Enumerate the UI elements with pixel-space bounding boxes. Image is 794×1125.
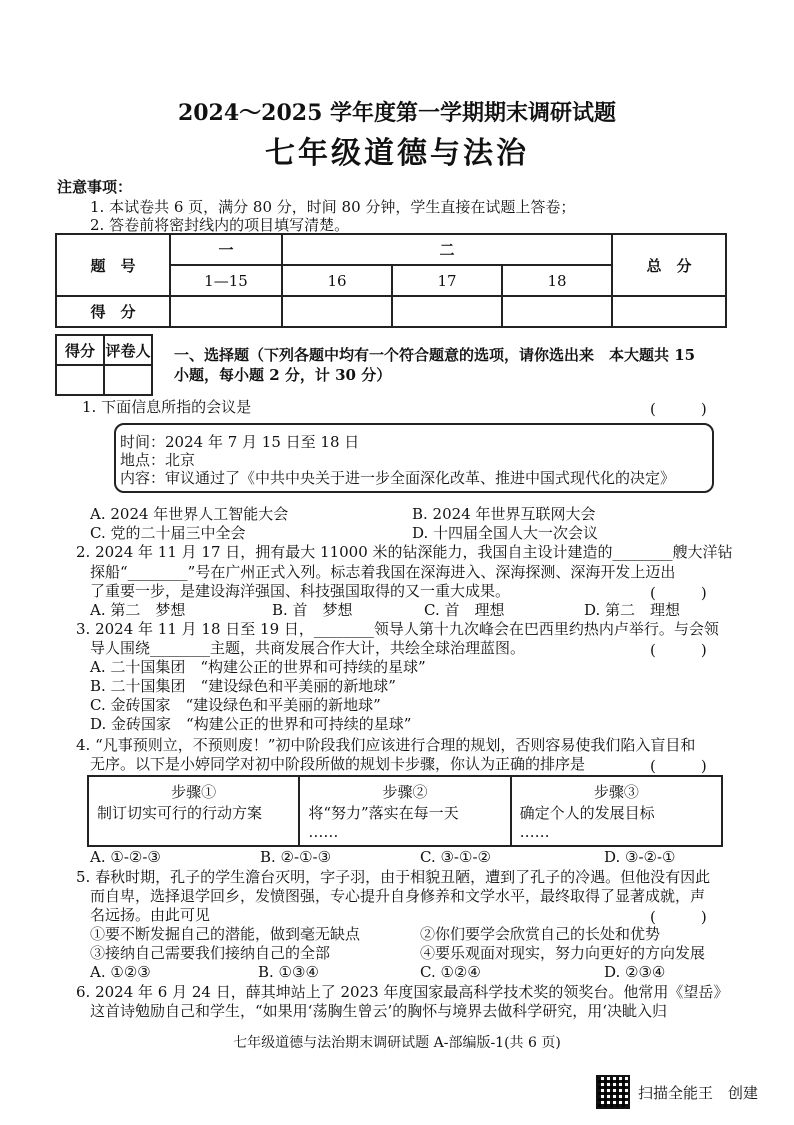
q6-line1: 6. 2024 年 6 月 24 日，薛其坤站上了 2023 年度国家最高科学技术奖的领奖台。他常用《望岳》 bbox=[76, 983, 729, 1001]
q5-statement-3: ③接纳自己需要我们接纳自己的全部 bbox=[90, 944, 331, 962]
q5-option-d[interactable]: D. ②③④ bbox=[604, 963, 666, 981]
q4-option-c[interactable]: C. ③-①-② bbox=[420, 848, 491, 866]
q4-steps-table bbox=[87, 775, 723, 847]
q1-info-content: 内容：审议通过了《中共中央关于进一步全面深化改革、推进中国式现代化的决定》 bbox=[120, 469, 676, 487]
q3-option-d[interactable]: D. 金砖国家 “构建公正的世界和可持续的星球” bbox=[90, 715, 412, 733]
grader-box bbox=[55, 334, 153, 396]
step-heading: 步骤① bbox=[171, 783, 217, 801]
q2-option-c[interactable]: C. 首 理想 bbox=[424, 601, 505, 619]
qr-code-icon bbox=[596, 1075, 630, 1109]
page-footer: 七年级道德与法治期末调研试题 A-部编版-1(共 6 页) bbox=[233, 1035, 561, 1051]
total-score-label: 总 分 bbox=[612, 234, 726, 296]
q5-statement-1: ①要不断发掘自己的潜能，做到毫无缺点 bbox=[90, 925, 361, 943]
q5-option-c[interactable]: C. ①②④ bbox=[420, 963, 481, 981]
q5-line3: 名远扬。由此可见 bbox=[90, 906, 211, 924]
subject-title: 七年级道德与法治 bbox=[265, 136, 529, 171]
q1-option-d[interactable]: D. 十四届全国人大一次会议 bbox=[412, 524, 599, 542]
col-17: 17 bbox=[392, 265, 502, 296]
step-card bbox=[299, 776, 510, 846]
q4-option-d[interactable]: D. ③-②-① bbox=[604, 848, 676, 866]
q1-answer-paren[interactable]: ( ) bbox=[650, 400, 707, 418]
q5-option-b[interactable]: B. ①③④ bbox=[258, 963, 319, 981]
q1-info-place: 地点：北京 bbox=[120, 451, 196, 469]
col-1-15: 1—15 bbox=[170, 265, 282, 296]
step-heading: 步骤③ bbox=[593, 783, 639, 801]
section1-instruction-line2: 小题，每小题 2 分，计 30 分） bbox=[174, 366, 392, 384]
q3-option-b[interactable]: B. 二十国集团 “建设绿色和平美丽的新地球” bbox=[90, 677, 396, 695]
q2-option-a[interactable]: A. 第二 梦想 bbox=[90, 601, 186, 619]
q1-info-time: 时间：2024 年 7 月 15 日至 18 日 bbox=[120, 433, 360, 451]
col-16: 16 bbox=[282, 265, 392, 296]
q2-line2: 探船“________”号在广州正式入列。标志着我国在深海进入、深海探测、深海开发上迈出 bbox=[90, 563, 676, 581]
q2-answer-paren[interactable]: ( ) bbox=[650, 584, 707, 602]
step-card bbox=[511, 776, 722, 846]
q3-line1: 3. 2024 年 11 月 18 日至 19 日，________领导人第十九次峰会在巴西里约热内卢举行。与会领 bbox=[76, 620, 719, 638]
q1-option-c[interactable]: C. 党的二十届三中全会 bbox=[90, 524, 246, 542]
grader-label: 评卷人 bbox=[104, 335, 152, 365]
q5-line2: 而自卑，选择退学回乡，发愤图强，专心提升自身修养和文学水平，最终取得了显著成就，声 bbox=[90, 887, 706, 905]
q2-line1: 2. 2024 年 11 月 17 日，拥有最大 11000 米的钻深能力，我国自主设计建造的________艘大洋钻 bbox=[76, 543, 733, 561]
section-one-header: 一 bbox=[170, 234, 282, 265]
q4-line1: 4. “凡事预则立，不预则废！”初中阶段我们应该进行合理的规划，否则容易使我们陷入盲目和 bbox=[76, 736, 696, 754]
step-card bbox=[88, 776, 299, 846]
q1-stem: 1. 下面信息所指的会议是 bbox=[82, 398, 252, 416]
q2-line3: 了重要一步，是建设海洋强国、科技强国取得的又一重大成果。 bbox=[90, 582, 511, 600]
q5-answer-paren[interactable]: ( ) bbox=[650, 908, 707, 926]
score-table bbox=[55, 233, 727, 328]
question-number-label: 题 号 bbox=[56, 234, 170, 296]
q6-line2: 这首诗勉励自己和学生，“如果用‘荡胸生曾云’的胸怀与境界去做科学研究，用‘决眦入归 bbox=[90, 1002, 667, 1020]
grader-score-label: 得分 bbox=[56, 335, 104, 365]
q2-option-d[interactable]: D. 第二 理想 bbox=[584, 601, 681, 619]
step-more: …… bbox=[308, 823, 339, 841]
step-more: …… bbox=[519, 823, 550, 841]
step-text: 确定个人的发展目标 bbox=[519, 804, 655, 822]
step-text: 制订切实可行的行动方案 bbox=[97, 804, 263, 822]
q3-line2: 导人围绕________主题，共商发展合作大计，共绘全球治理蓝图。 bbox=[90, 639, 526, 657]
col-18: 18 bbox=[502, 265, 612, 296]
notice-item-2: 2. 答卷前将密封线内的项目填写清楚。 bbox=[90, 216, 350, 234]
section1-instruction-line1: 一、选择题（下列各题中均有一个符合题意的选项，请你选出来 本大题共 15 bbox=[174, 346, 696, 364]
step-text: 将“努力”落实在每一天 bbox=[308, 804, 459, 822]
step-heading: 步骤② bbox=[382, 783, 428, 801]
exam-title: 2024～2025 学年度第一学期期末调研试题 bbox=[177, 100, 617, 126]
score-cell[interactable] bbox=[392, 296, 502, 327]
notice-item-1: 1. 本试卷共 6 页，满分 80 分，时间 80 分钟，学生直接在试题上答卷； bbox=[90, 198, 576, 216]
score-cell[interactable] bbox=[502, 296, 612, 327]
score-cell[interactable] bbox=[170, 296, 282, 327]
q3-answer-paren[interactable]: ( ) bbox=[650, 641, 707, 659]
q1-option-a[interactable]: A. 2024 年世界人工智能大会 bbox=[90, 505, 289, 523]
q3-option-a[interactable]: A. 二十国集团 “构建公正的世界和可持续的星球” bbox=[90, 658, 426, 676]
q4-line2: 无序。以下是小婷同学对初中阶段所做的规划卡步骤，你认为正确的排序是 bbox=[90, 755, 586, 773]
scanner-watermark: 扫描全能王 创建 bbox=[638, 1084, 759, 1102]
q5-statement-2: ②你们要学会欣赏自己的长处和优势 bbox=[420, 925, 661, 943]
q1-option-b[interactable]: B. 2024 年世界互联网大会 bbox=[412, 505, 596, 523]
grader-name-cell[interactable] bbox=[104, 365, 152, 395]
q4-option-b[interactable]: B. ②-①-③ bbox=[260, 848, 332, 866]
grader-score-cell[interactable] bbox=[56, 365, 104, 395]
score-cell[interactable] bbox=[282, 296, 392, 327]
score-row-label: 得 分 bbox=[56, 296, 170, 327]
q4-option-a[interactable]: A. ①-②-③ bbox=[90, 848, 161, 866]
q4-answer-paren[interactable]: ( ) bbox=[650, 757, 707, 775]
q3-option-c[interactable]: C. 金砖国家 “建设绿色和平美丽的新地球” bbox=[90, 696, 381, 714]
q5-statement-4: ④要乐观面对现实，努力向更好的方向发展 bbox=[420, 944, 706, 962]
q5-line1: 5. 春秋时期，孔子的学生澹台灭明，字子羽，由于相貌丑陋，遭到了孔子的冷遇。但他没有因此 bbox=[76, 868, 711, 886]
section-two-header: 二 bbox=[282, 234, 612, 265]
q2-option-b[interactable]: B. 首 梦想 bbox=[272, 601, 353, 619]
notice-heading: 注意事项： bbox=[57, 178, 133, 196]
q5-option-a[interactable]: A. ①②③ bbox=[90, 963, 151, 981]
score-cell[interactable] bbox=[612, 296, 726, 327]
